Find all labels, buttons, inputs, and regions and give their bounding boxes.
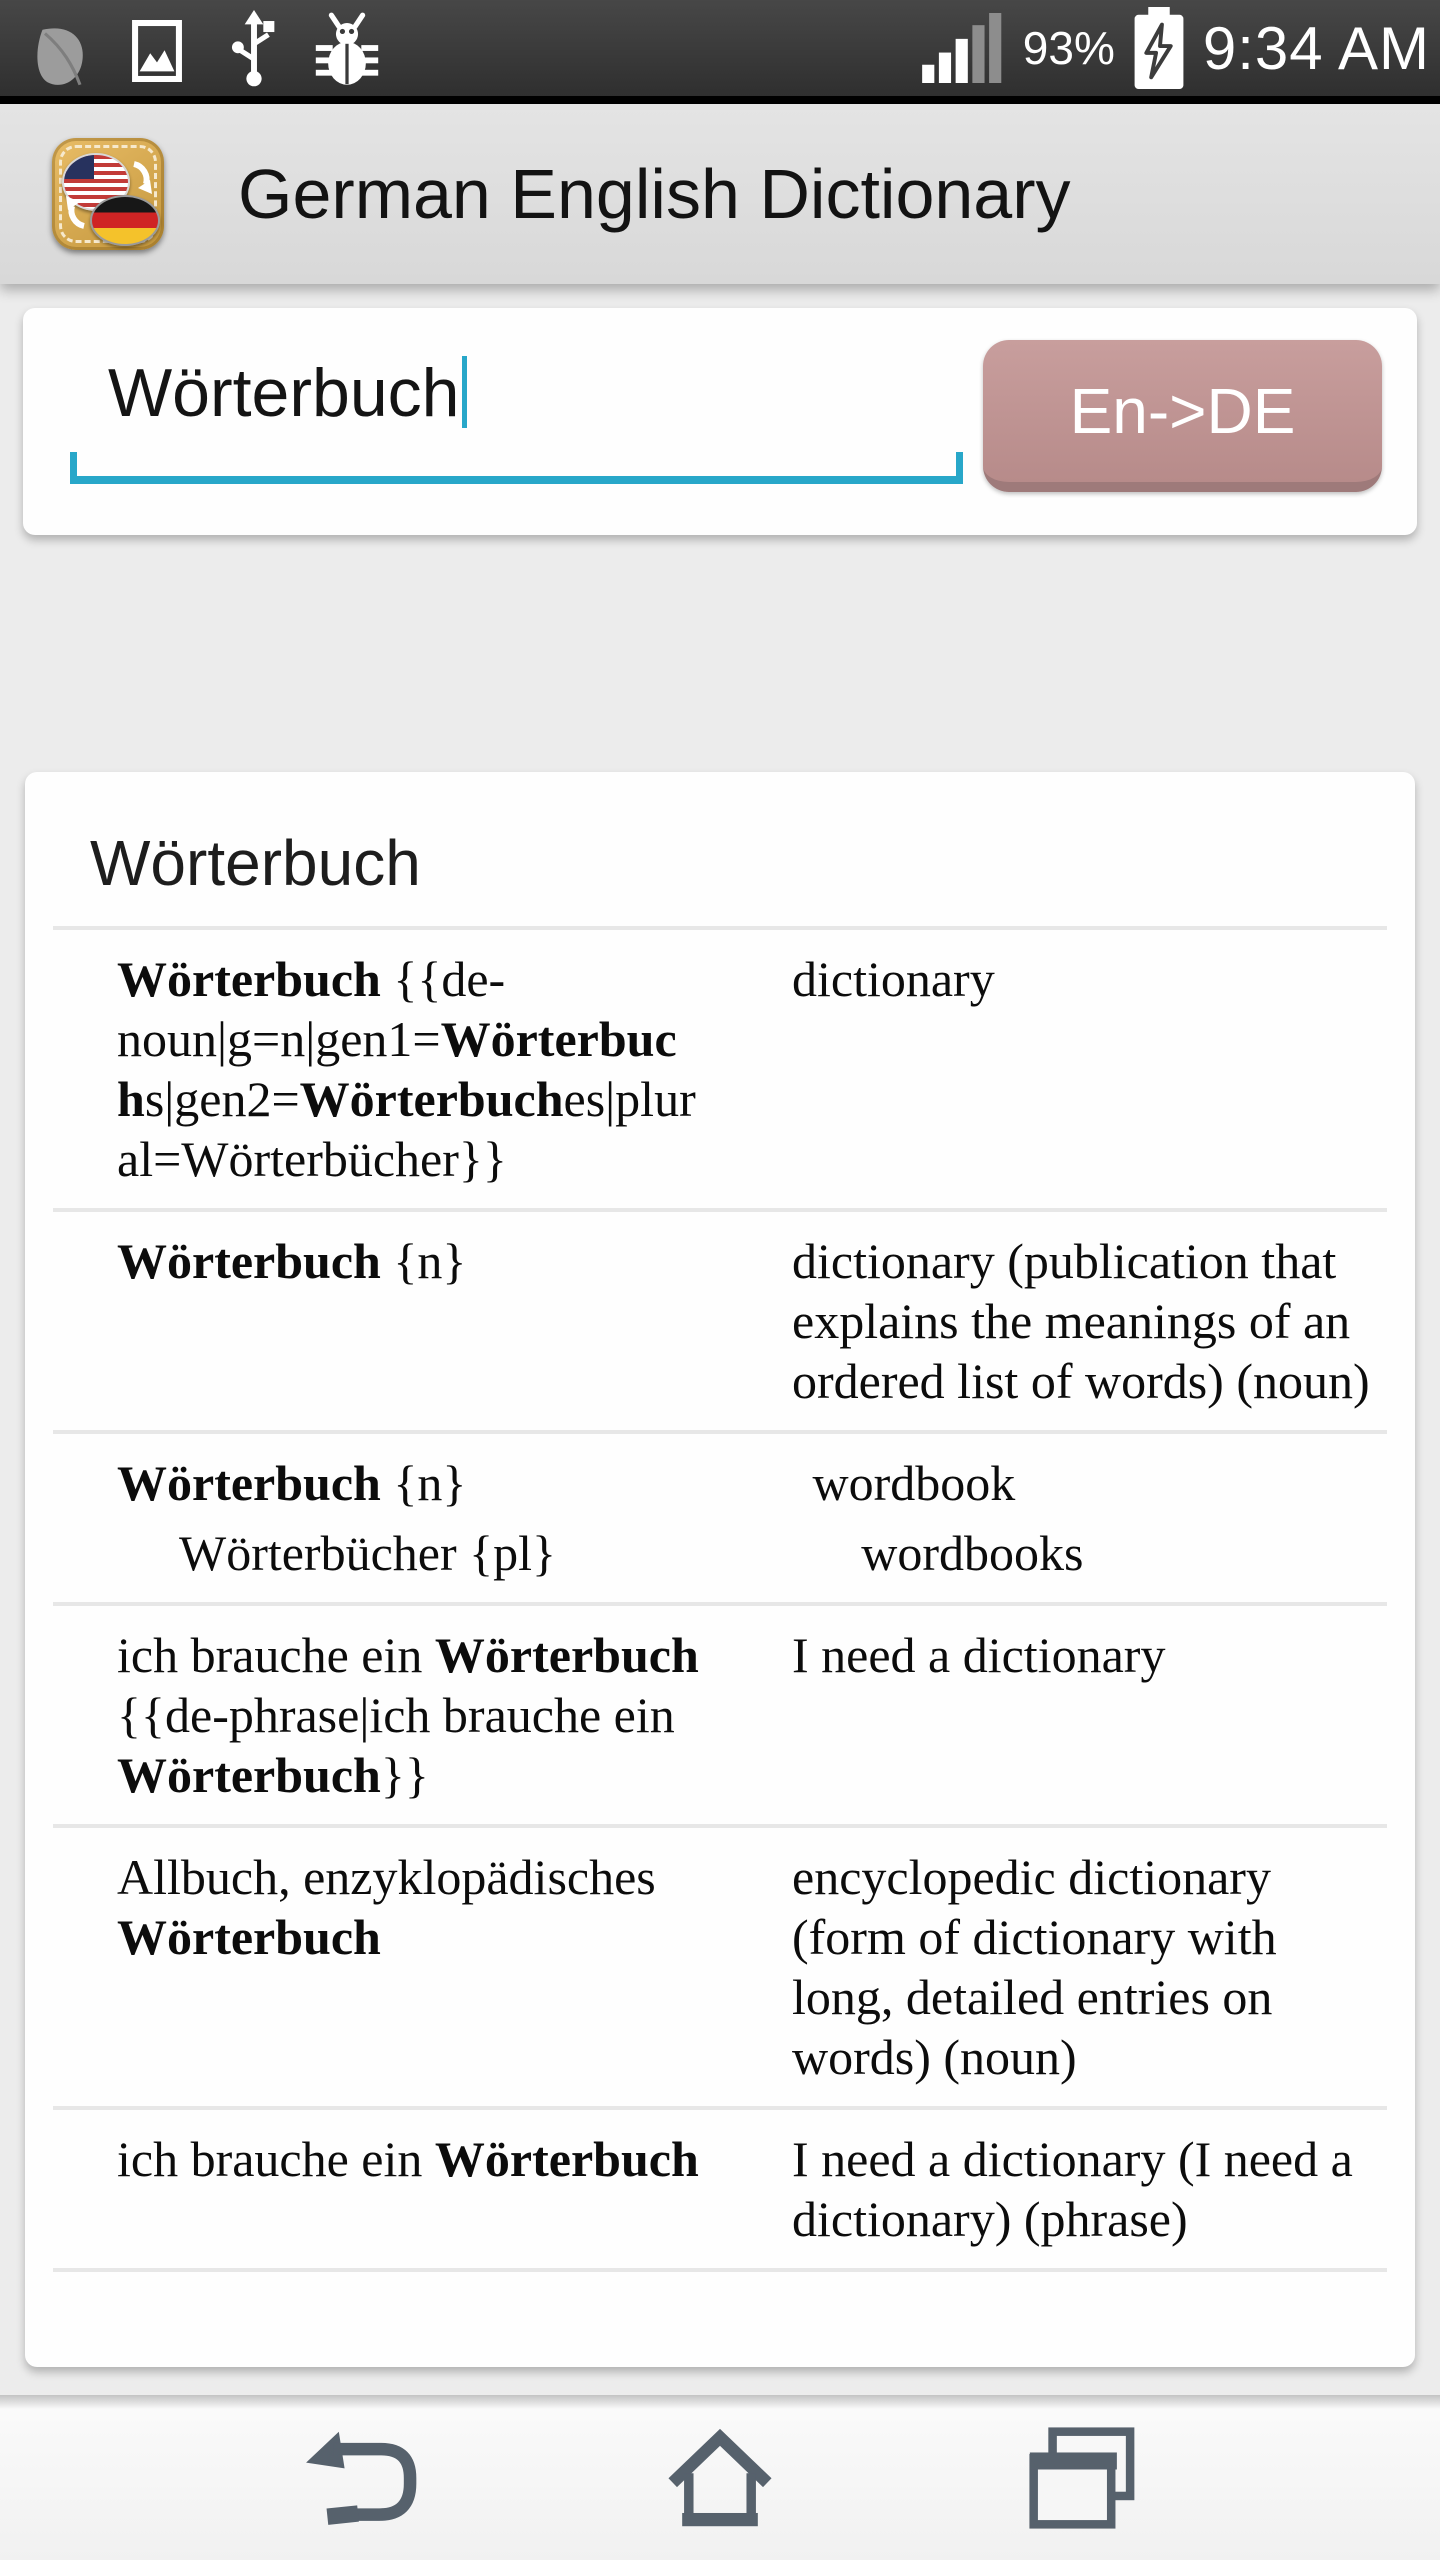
table-row[interactable] [53, 930, 1387, 1212]
english-text: wordbooks [861, 1525, 1084, 1581]
clock: 9:34 AM [1202, 14, 1430, 82]
table-row[interactable] [53, 1434, 1387, 1606]
recents-button[interactable] [840, 2395, 1320, 2560]
english-text: wordbook [812, 1455, 1016, 1511]
headword-block [53, 772, 1387, 930]
headword: Wörterbuch [90, 827, 421, 899]
german-text: Allbuch, enzyklopädisches Wörterbuch [117, 1849, 656, 1965]
table-row[interactable] [53, 1606, 1387, 1828]
english-text: encyclopedic dictionary (form of dictionary with long, detailed entries on words) (noun) [792, 1849, 1277, 2085]
battery-percent: 93% [1022, 22, 1115, 74]
english-text: I need a dictionary (I need a dictionary) (phrase) [792, 2131, 1353, 2247]
navigation-bar [0, 2395, 1440, 2560]
leaf-icon [20, 26, 100, 86]
dictionary-table [53, 930, 1387, 2272]
table-row[interactable] [53, 1828, 1387, 2110]
german-text: ich brauche ein Wörterbuch {{de-phrase|ich brauche ein Wörterbuch}} [117, 1627, 699, 1803]
app-logo-icon [52, 138, 164, 250]
text-cursor [462, 356, 467, 428]
table-row[interactable] [53, 2110, 1387, 2272]
search-card [23, 308, 1417, 535]
search-query-text: Wörterbuch [108, 355, 460, 431]
swap-arrows-icon [52, 138, 164, 250]
german-text: Wörterbuch {{de-noun|g=n|gen1=Wörterbuchs|gen2=Wörterbuches|plural=Wörterbücher}} [117, 951, 696, 1187]
german-text: ich brauche ein Wörterbuch [117, 2131, 699, 2187]
results-card [25, 772, 1415, 2367]
app-header [0, 104, 1440, 284]
translate-direction-button[interactable]: En->DE [983, 340, 1382, 492]
english-text: I need a dictionary [792, 1627, 1166, 1683]
signal-icon [921, 13, 1007, 83]
table-row[interactable] [53, 1212, 1387, 1434]
search-input[interactable] [70, 348, 963, 484]
usb-icon [228, 10, 280, 88]
input-underline [70, 452, 963, 484]
german-text: Wörterbücher {pl} [179, 1525, 557, 1581]
recents-icon [1021, 2426, 1139, 2530]
german-text: Wörterbuch {n} [117, 1233, 467, 1289]
bug-icon [308, 10, 386, 88]
page-title: German English Dictionary [238, 155, 1071, 233]
home-icon [662, 2426, 778, 2530]
german-text: Wörterbuch {n} [117, 1455, 467, 1511]
back-icon [300, 2426, 420, 2530]
english-text: dictionary [792, 951, 995, 1007]
gallery-icon [124, 20, 190, 82]
status-bar [0, 0, 1440, 104]
battery-charging-icon [1131, 7, 1187, 89]
english-text: dictionary (publication that explains the meanings of an ordered list of words) (noun) [792, 1233, 1370, 1409]
